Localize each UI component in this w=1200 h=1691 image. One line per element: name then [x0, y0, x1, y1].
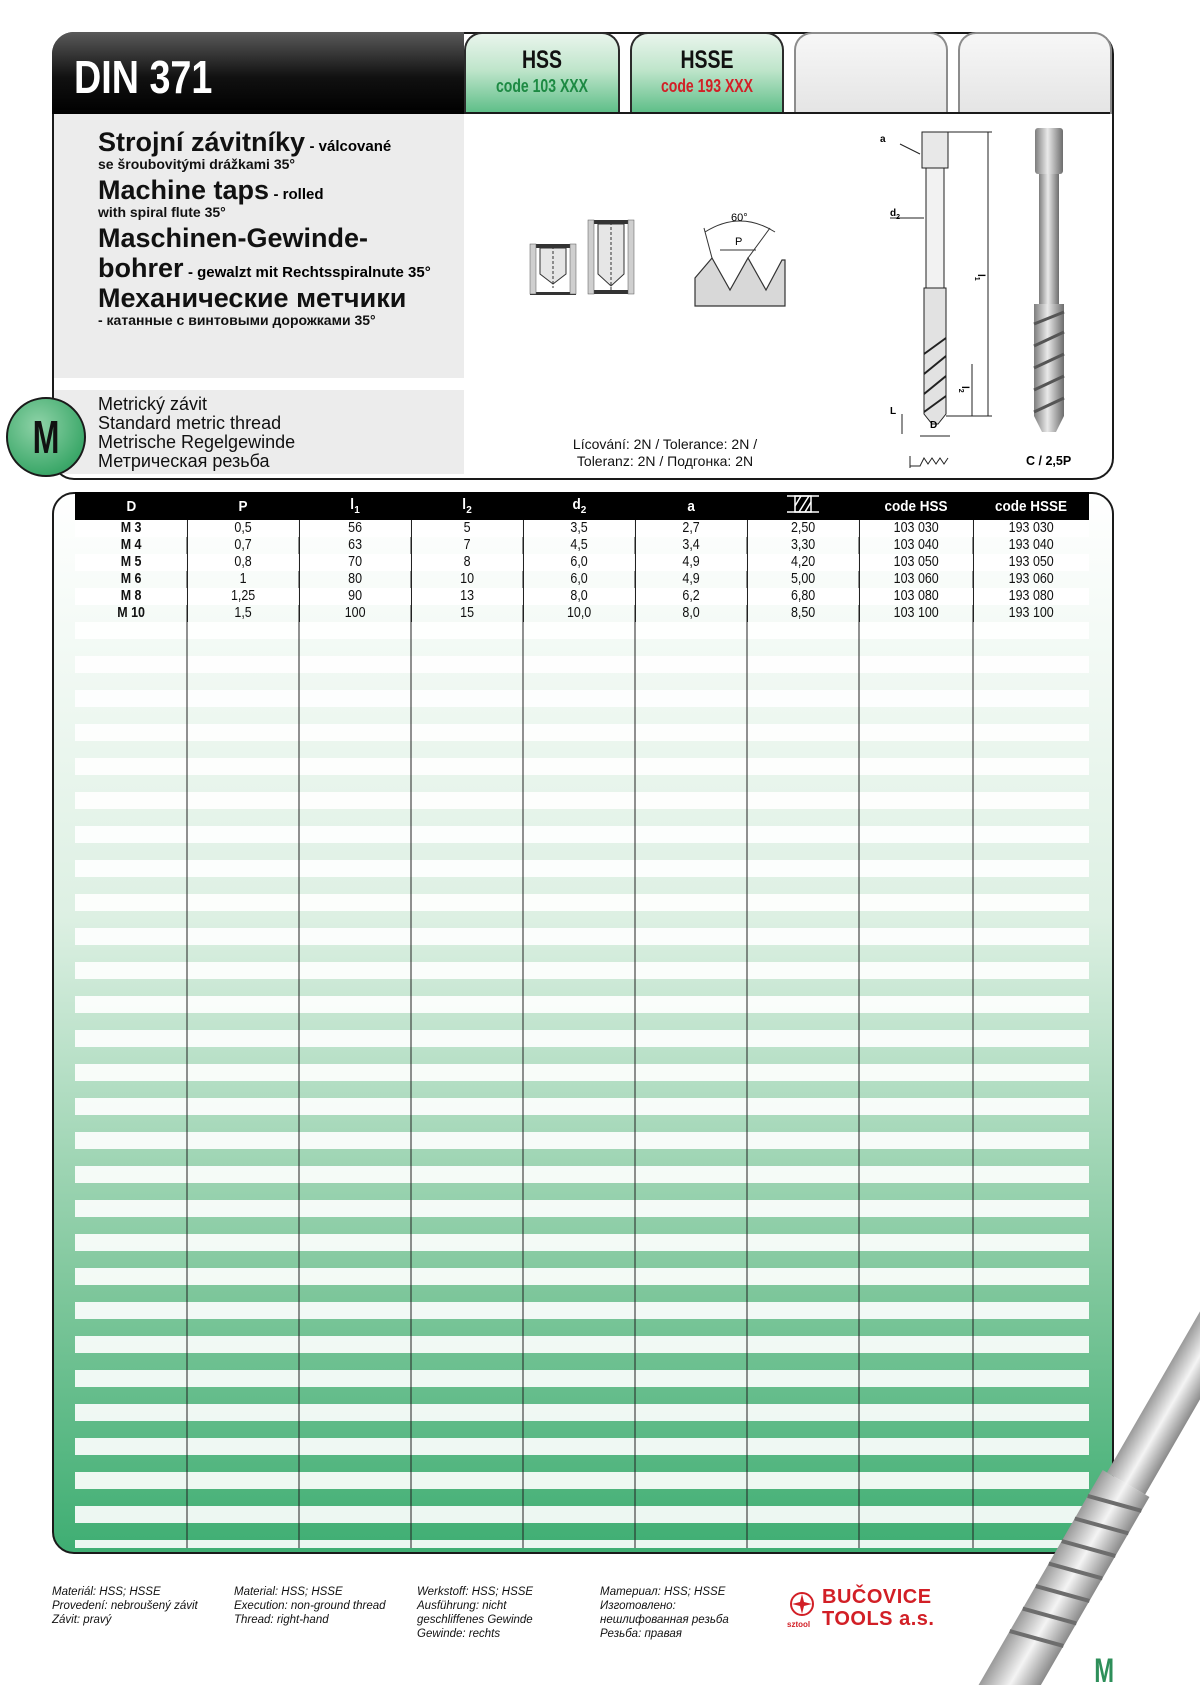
brand-logo-text: sztool	[787, 1620, 811, 1629]
table-cell: 193 030	[973, 520, 1089, 537]
thread-type-de: Metrische Regelgewinde	[98, 432, 296, 452]
table-cell: 103 050	[859, 554, 973, 571]
description-block	[98, 128, 468, 328]
page-title: DIN 371	[74, 51, 213, 103]
table-cell: M 3	[75, 520, 187, 537]
label-L: L	[890, 406, 897, 417]
tab-hss-label: HSS	[521, 46, 563, 74]
col-header-P[interactable]: P	[187, 492, 299, 520]
thread-type-ru: Метрическая резьба	[98, 451, 270, 471]
thread-badge-letter: M	[32, 411, 60, 463]
table-cell: 2,7	[635, 520, 747, 537]
spec-table	[75, 492, 1089, 622]
footer-ru-line: Резьба: правая	[600, 1628, 682, 1640]
drill-diameter-icon	[783, 494, 823, 514]
thread-badge	[6, 397, 86, 477]
decorative-tap-image	[940, 1280, 1200, 1685]
footer-ru	[600, 1585, 729, 1641]
thread-profile-diagram	[690, 200, 790, 310]
table-cell: M 6	[120, 571, 142, 587]
table-cell: 6,80	[747, 588, 859, 605]
label-l2-sub: 2	[957, 388, 964, 393]
table-cell: 103 040	[859, 537, 973, 554]
table-cell: 1,25	[187, 588, 299, 605]
brand-line-1: BUČOVICE	[822, 1586, 932, 1608]
table-cell: 103 100	[859, 605, 973, 622]
title-en-sub: - rolled	[273, 186, 324, 203]
footer-en-line: Material: HSS; HSSE	[234, 1586, 343, 1598]
pitch-label: P	[735, 236, 743, 248]
table-cell: 80	[299, 571, 411, 588]
label-l1: l	[975, 274, 986, 277]
footer-cz-line: Provedení: nebroušený závit	[52, 1600, 198, 1612]
tolerance-note	[540, 436, 790, 470]
table-cell: M 8	[75, 588, 187, 605]
table-cell: 103 030	[859, 520, 973, 537]
col-header-code-hsse[interactable]: code HSSE	[973, 492, 1089, 520]
table-cell: M 4	[120, 537, 142, 553]
table-cell: 3,5	[523, 520, 635, 537]
footer-de-line: Ausführung: nicht	[417, 1600, 507, 1612]
thread-type-cz: Metrický závit	[98, 394, 208, 414]
label-d2: d	[890, 208, 897, 219]
table-cell: 8,0	[635, 605, 747, 622]
col-header-d2[interactable]: $d_2$	[523, 492, 635, 520]
table-cell: 193 060	[973, 571, 1089, 588]
brand-name	[822, 1586, 934, 1630]
table-cell: 4,5	[523, 537, 635, 554]
title-de-2: bohrer	[98, 253, 184, 283]
footer-cz-line: Materiál: HSS; HSSE	[52, 1586, 161, 1598]
subtitle-de: - gewalzt mit Rechtsspiralnute 35°	[187, 264, 431, 281]
table-cell: 8	[411, 554, 523, 571]
col-header-drill[interactable]	[747, 492, 859, 520]
table-cell: 2,50	[747, 520, 859, 537]
col-header-D[interactable]: D	[75, 492, 187, 520]
table-cell: 6,0	[523, 571, 635, 588]
footer-ru-line: Материал: HSS; HSSE	[600, 1586, 726, 1598]
tab-hss-code: code 103 XXX	[495, 76, 589, 96]
table-cell: 103 060	[859, 571, 973, 588]
table-stripes	[75, 520, 1089, 1548]
col-header-l1[interactable]: $l_1$	[299, 492, 411, 520]
table-cell: 0,8	[187, 554, 299, 571]
svg-text:d2	[890, 208, 900, 221]
through-hole-icon	[588, 220, 634, 294]
brand-line-2: TOOLS a.s.	[822, 1608, 935, 1630]
table-row[interactable]	[75, 554, 1089, 571]
brand-logo-icon	[786, 1590, 818, 1630]
table-cell: 0,7	[187, 537, 299, 554]
col-header-l2[interactable]: $l_2$	[411, 492, 523, 520]
table-row[interactable]	[75, 537, 1089, 554]
title-cz-sub: - válcované	[309, 138, 392, 155]
table-row[interactable]	[75, 588, 1089, 605]
table-cell: 1	[187, 571, 299, 588]
chamfer-icon	[908, 450, 958, 470]
blind-hole-icon	[530, 244, 576, 295]
table-cell: 63	[299, 537, 411, 554]
col-header-a[interactable]: a	[635, 492, 747, 520]
table-cell: 10	[411, 571, 523, 588]
footer-de-line: Gewinde: rechts	[417, 1628, 501, 1640]
table-cell: 5,00	[747, 571, 859, 588]
table-cell: 7	[411, 537, 523, 554]
table-cell: 5	[411, 520, 523, 537]
table-cell: M 10	[116, 605, 145, 621]
label-l1-sub: 1	[973, 276, 980, 281]
tab-hsse-label: HSSE	[680, 46, 734, 74]
footer-ru-line: нешлифованная резьба	[600, 1614, 729, 1626]
subtitle-en: with spiral flute 35°	[98, 204, 226, 220]
header-divider	[464, 112, 1110, 114]
title-en: Machine taps	[98, 175, 270, 205]
table-row[interactable]	[75, 520, 1089, 537]
tap-schematic	[880, 124, 1000, 454]
tab-hsse[interactable]	[630, 32, 784, 114]
footer-en-line: Execution: non-ground thread	[234, 1600, 386, 1612]
table-cell: 193 050	[973, 554, 1089, 571]
table-cell: 15	[411, 605, 523, 622]
table-cell: 193 080	[973, 588, 1089, 605]
tab-empty-2[interactable]	[958, 32, 1112, 114]
table-cell: 70	[299, 554, 411, 571]
tab-hsse-code: code 193 XXX	[660, 76, 754, 96]
tolerance-line-2: Toleranz: 2N / Подгонка: 2N	[576, 453, 754, 469]
footer-en	[234, 1585, 386, 1627]
footer-de	[417, 1585, 533, 1641]
table-cell: 0,5	[187, 520, 299, 537]
tolerance-line-1: Lícování: 2N / Tolerance: 2N /	[572, 436, 758, 452]
din-title-bar	[52, 32, 464, 114]
table-cell: 103 080	[859, 588, 973, 605]
footer-cz	[52, 1585, 198, 1627]
table-cell: 4,9	[635, 554, 747, 571]
footer-cz-line: Závit: pravý	[52, 1614, 112, 1626]
subtitle-ru: - катанные с винтовыми дорожками 35°	[98, 312, 376, 328]
svg-text:l1	[973, 274, 986, 281]
footer-de-line: geschliffenes Gewinde	[417, 1614, 533, 1626]
label-a: a	[880, 134, 886, 145]
table-cell: 4,9	[635, 571, 747, 588]
title-de-1: Maschinen-Gewinde-	[98, 223, 369, 253]
tab-empty-1[interactable]	[794, 32, 948, 114]
hole-type-icons	[528, 216, 638, 296]
thread-type-labels	[98, 395, 295, 471]
footer-de-line: Werkstoff: HSS; HSSE	[417, 1586, 534, 1598]
tab-hss[interactable]	[464, 32, 620, 114]
table-cell: 193 100	[973, 605, 1089, 622]
table-cell: 3,30	[747, 537, 859, 554]
page-section-letter: M	[1094, 1652, 1115, 1690]
footer-en-line: Thread: right-hand	[234, 1614, 329, 1626]
table-cell: 6,2	[635, 588, 747, 605]
label-d2-sub: 2	[896, 214, 901, 221]
panel-separator	[54, 378, 464, 380]
label-l2: l	[959, 386, 970, 389]
table-cell: 13	[411, 588, 523, 605]
col-header-code-hss[interactable]: code HSS	[859, 492, 973, 520]
table-cell: M 5	[75, 554, 187, 571]
table-cell: 1,5	[187, 605, 299, 622]
table-cell: 100	[299, 605, 411, 622]
table-cell: 56	[299, 520, 411, 537]
footer-ru-line: Изготовлено:	[600, 1600, 676, 1612]
subtitle-cz: se šroubovitými drážkami 35°	[98, 156, 296, 172]
table-row[interactable]	[75, 605, 1089, 622]
table-cell: 193 040	[973, 537, 1089, 554]
table-cell: 3,4	[635, 537, 747, 554]
title-ru: Механические метчики	[98, 283, 407, 313]
chamfer-label: C / 2,5P	[1026, 454, 1072, 468]
table-row[interactable]	[75, 571, 1089, 588]
title-cz: Strojní závitníky	[98, 127, 306, 157]
table-cell: 4,20	[747, 554, 859, 571]
table-cell: 6,0	[523, 554, 635, 571]
angle-label: 60°	[731, 212, 748, 224]
table-cell: 90	[299, 588, 411, 605]
label-D: D	[930, 420, 938, 431]
table-cell: 8,0	[523, 588, 635, 605]
svg-text:l2	[957, 386, 970, 393]
tap-photo	[1020, 124, 1080, 454]
table-cell: 8,50	[747, 605, 859, 622]
table-cell: 10,0	[523, 605, 635, 622]
thread-type-en: Standard metric thread	[98, 413, 282, 433]
table-header-row	[75, 492, 1089, 520]
